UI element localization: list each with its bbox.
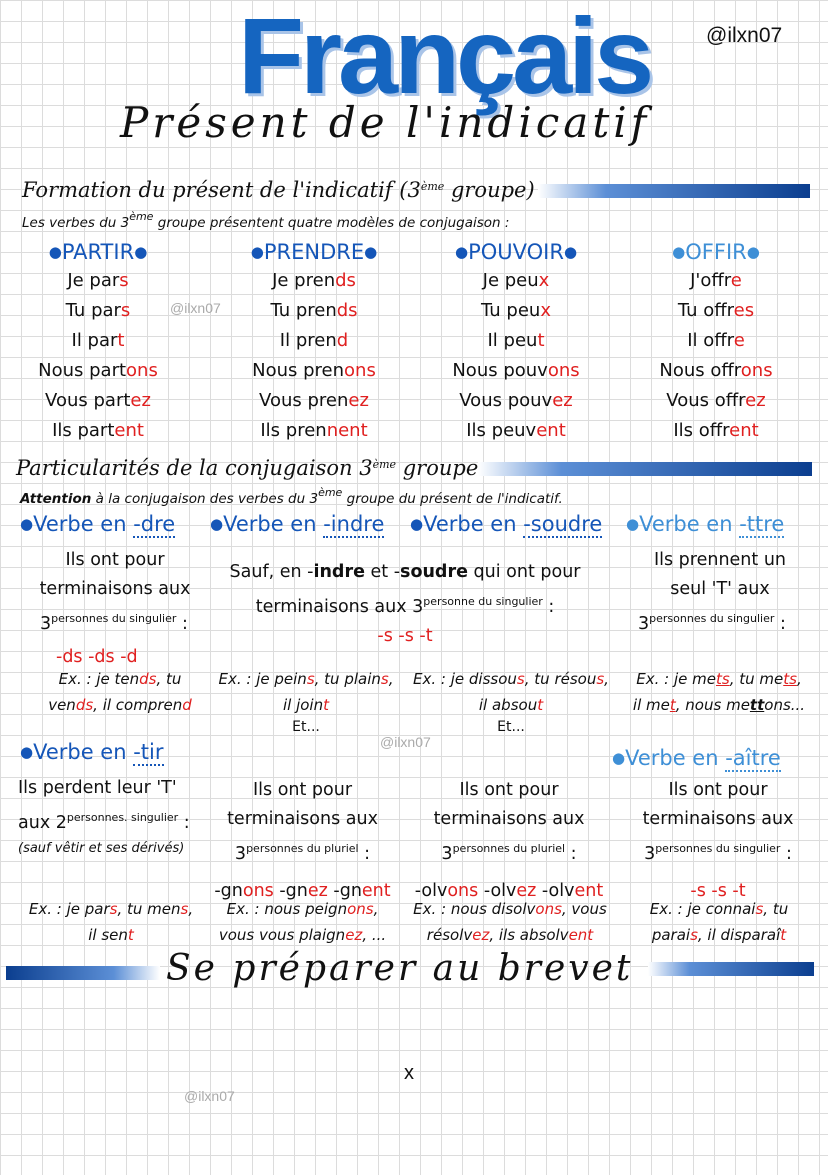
conj-row: Nous pouvons	[452, 360, 580, 381]
x-mark: x	[404, 1062, 414, 1084]
conj-row: Vous partez	[45, 390, 151, 411]
footer-bar-left	[6, 966, 160, 980]
watermark: @ilxn07	[170, 300, 221, 316]
conj-row: Je prends	[272, 270, 356, 291]
section1-bar	[538, 184, 810, 198]
author-handle: @ilxn07	[706, 24, 783, 47]
conj-row: Ils peuvent	[466, 420, 566, 441]
conj-row: Il prend	[279, 330, 349, 351]
rule-dre-heading: ●Verbe en -dre	[20, 512, 176, 536]
conj-row: Nous offrons	[659, 360, 773, 381]
conj-row: Vous offrez	[666, 390, 766, 411]
rule-dre-example: Ex. : je tends, tu vends, il comprend	[48, 670, 192, 714]
conj-row: Il peut	[487, 330, 545, 351]
rule-tir-body: Ils perdent leur 'T' aux $2^{personnes. singulier}$ : (sauf vêtir et ses dérivés)	[18, 778, 190, 856]
watermark: @ilxn07	[380, 734, 431, 750]
conj-row: Ils partent	[52, 420, 144, 441]
conj-row: Il offre	[687, 330, 745, 351]
model-partir: ●PARTIR● Je pars Tu pars Il part Nous partons Vous partez Ils partent	[8, 240, 188, 446]
rule-ttre-example: Ex. : je mets, tu mets, il met, nous mettons...	[632, 670, 806, 714]
rule-gn-example: Ex. : nous peignons, vous vous plaignez, ...	[218, 900, 387, 944]
section2-intro: Attention à la conjugaison des verbes du 3ème groupe du présent de l'indicatif.	[20, 486, 563, 507]
page-title: Français	[238, 0, 651, 116]
rule-ttre-body: Ils prennent un seul 'T' aux $3^{personnes du singulier}$ :	[638, 550, 787, 634]
section2-bar	[478, 462, 812, 476]
conj-row: Tu offres	[677, 300, 755, 321]
rule-tir-example: Ex. : je pars, tu mens, il sent	[28, 900, 194, 944]
watermark: @ilxn07	[184, 1088, 235, 1104]
model-name: PARTIR	[61, 240, 135, 264]
conj-row: Tu peux	[481, 300, 551, 321]
rule-aitre-example: Ex. : je connais, tu parais, il disparaît	[649, 900, 789, 944]
model-pouvoir: ●POUVOIR● Je peux Tu peux Il peut Nous pouvons Vous pouvez Ils peuvent	[426, 240, 606, 446]
rule-aitre-heading: ●Verbe en -aître	[612, 746, 781, 770]
rule-dre-body: Ils ont pour terminaisons aux $3^{personnes du singulier}$ : -ds -ds -d	[39, 550, 191, 667]
model-name: PRENDRE	[263, 240, 365, 264]
rule-olv-example: Ex. : nous disolvons, vous résolvez, ils absolvent	[413, 900, 607, 944]
rule-soudre-heading: ●Verbe en -soudre	[410, 512, 603, 536]
section1-intro: Les verbes du 3ème groupe présentent quatre modèles de conjugaison :	[22, 210, 510, 231]
rule-indre-example: Ex. : je peins, tu plains, il joint Et...	[218, 670, 394, 735]
conj-row: Tu pars	[65, 300, 131, 321]
rule-gn-body: Ils ont pour terminaisons aux $3^{personnes du pluriel}$ : -gnons -gnez -gnent	[214, 780, 391, 901]
rule-ttre-heading: ●Verbe en -ttre	[626, 512, 785, 536]
page-subtitle: Présent de l'indicatif	[120, 98, 651, 147]
conj-row: Nous partons	[38, 360, 158, 381]
conj-row: Tu prends	[270, 300, 358, 321]
conj-row: Vous prenez	[259, 390, 369, 411]
conj-row: Ils offrent	[673, 420, 759, 441]
model-offir: ●OFFIR● J'offre Tu offres Il offre Nous offrons Vous offrez Ils offrent	[626, 240, 806, 446]
footer-title: Se préparer au brevet	[166, 948, 634, 989]
rule-indre-heading: ●Verbe en -indre	[210, 512, 385, 536]
rule-tir-heading: ●Verbe en -tir	[20, 740, 164, 764]
rule-soudre-example: Ex. : je dissous, tu résous, il absout Et...	[413, 670, 609, 735]
rule-indre-body: Sauf, en -indre et -soudre qui ont pour terminaisons aux $3^{personne du singulier}$ : -s -s -t	[229, 562, 581, 646]
conj-row: Ils prennent	[260, 420, 368, 441]
model-name: POUVOIR	[468, 240, 564, 264]
rule-aitre-body: Ils ont pour terminaisons aux $3^{personnes du singulier}$ : -s -s -t	[642, 780, 794, 901]
section2-heading: Particularités de la conjugaison 3ème groupe	[16, 456, 479, 480]
section1-heading: Formation du présent de l'indicatif (3ème groupe)	[22, 178, 535, 202]
conj-row: J'offre	[690, 270, 742, 291]
rule-olv-body: Ils ont pour terminaisons aux $3^{personnes du pluriel}$ : -olvons -olvez -olvent	[414, 780, 604, 901]
conj-row: Vous pouvez	[459, 390, 573, 411]
conj-row: Je peux	[482, 270, 550, 291]
conj-row: Nous prenons	[252, 360, 376, 381]
footer-bar-right	[648, 962, 814, 976]
conj-row: Je pars	[67, 270, 129, 291]
model-prendre: ●PRENDRE● Je prends Tu prends Il prend Nous prenons Vous prenez Ils prennent	[224, 240, 404, 446]
model-name: OFFIR	[685, 240, 747, 264]
conj-row: Il part	[71, 330, 125, 351]
